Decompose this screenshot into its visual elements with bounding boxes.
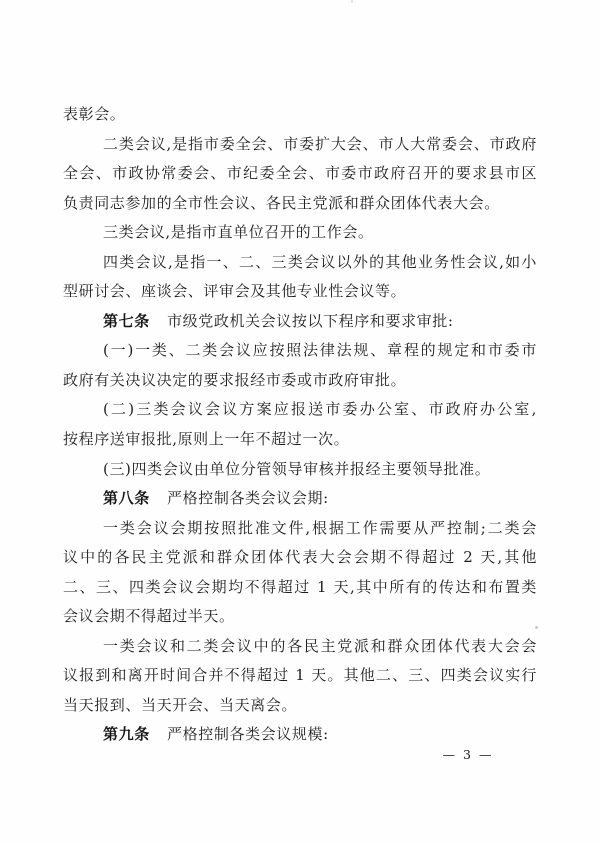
text-line: 当天报到、当天开会、当天离会。 [63,695,298,714]
text-line: 会议会期不得超过半天。 [63,607,235,626]
text-line: 议中的各民主党派和群众团体代表大会会期不得超过 2 天,其他 [63,548,537,567]
text-line: 全会、市政协常委会、市纪委全会、市委市政府召开的要求县市区 [63,164,537,183]
text-line: 四类会议,是指一、二、三类会议以外的其他业务性会议,如小 [103,252,537,271]
text-line: 按程序送审报批,原则上一年不超过一次。 [63,430,350,449]
page-number: — 3 — [442,747,494,762]
text-line: 一类会议和二类会议中的各民主党派和群众团体代表大会会 [103,636,537,655]
text-line: 政府有关决议决定的要求报经市委或市政府审批。 [63,370,407,389]
article-number: 第八条 [103,489,150,508]
text-line: 二类会议,是指市委全会、市委扩大会、市人大常委会、市政府 [103,134,537,153]
text-line: (三)四类会议由单位分管领导审核并报经主要领导批准。 [103,459,491,478]
article-number: 第九条 [103,725,150,744]
document-text-block [63,100,537,750]
text-line: 一类会议会期按照批准文件,根据工作需要从严控制;二类会 [103,518,537,537]
text-line: 议报到和离开时间合并不得超过 1 天。其他二、三、四类会议实行 [63,666,537,685]
text-line: 型研讨会、座谈会、评审会及其他专业性会议等。 [63,282,407,301]
text-line: (二)三类会议会议方案应报送市委办公室、市政府办公室, [103,400,537,419]
text-line: 三类会议,是指市直单位召开的工作会。 [103,223,374,242]
scan-speck [535,626,538,629]
text-line: 负责同志参加的全市性会议、各民主党派和群众团体代表大会。 [63,193,500,212]
article-heading-line: 第九条 严格控制各类会议规模: [103,725,329,744]
article-heading-line: 第七条 市级党政机关会议按以下程序和要求审批: [103,311,454,330]
text-line: 二、三、四类会议会期均不得超过 1 天,其中所有的传达和布置类 [63,577,537,596]
article-number: 第七条 [103,311,150,330]
text-line: 表彰会。 [63,105,126,123]
scan-speck [351,0,353,3]
article-heading-line: 第八条 严格控制各类会议会期: [103,489,329,508]
text-line: (一)一类、二类会议应按照法律法规、章程的规定和市委市 [103,341,537,360]
